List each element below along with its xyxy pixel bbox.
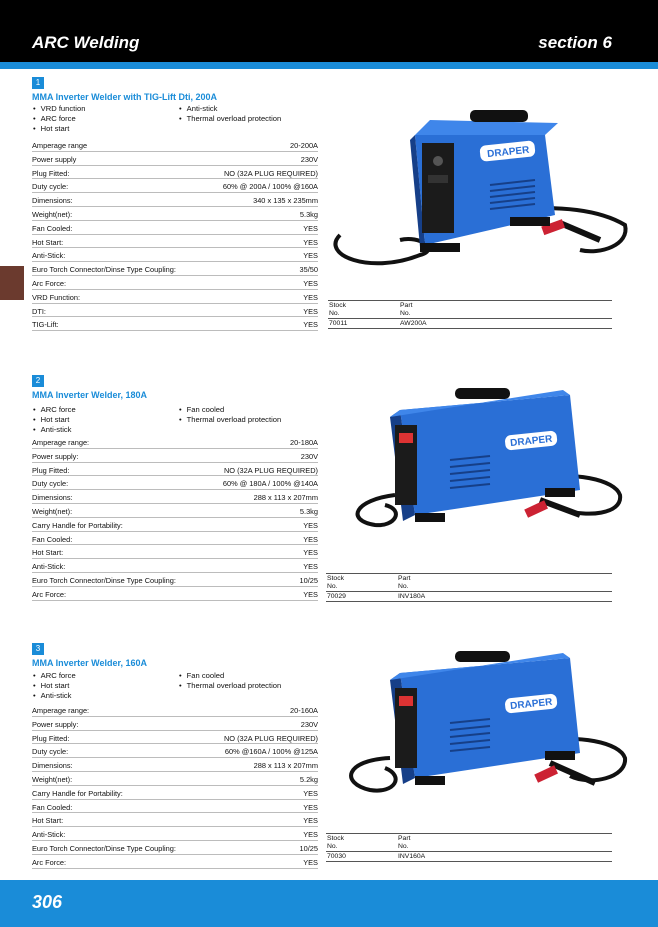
stock-table-row <box>326 852 612 862</box>
spec-row <box>32 152 318 166</box>
feature-item: • ARC force <box>32 405 76 415</box>
part-number: AW200A <box>400 320 427 327</box>
page-title: ARC Welding <box>32 33 140 52</box>
spec-value: YES <box>303 320 318 330</box>
spec-value: 60% @ 180A / 100% @140A <box>222 479 318 489</box>
spec-label: Hot Start: <box>32 548 64 558</box>
product-number-badge: 1 <box>32 77 44 89</box>
feature-item: • Hot start <box>32 124 69 134</box>
stock-table-row <box>326 592 612 602</box>
spec-label: Power supply: <box>32 451 79 461</box>
spec-row <box>32 235 318 249</box>
brand-logo: DRAPER <box>509 433 553 450</box>
stock-table <box>326 573 612 602</box>
stock-number: 70029 <box>327 593 346 600</box>
spec-value: YES <box>303 292 318 302</box>
feature-item: • ARC force <box>32 671 76 681</box>
spec-label: Dimensions: <box>32 196 73 206</box>
spec-value: YES <box>303 788 318 798</box>
spec-row <box>32 463 318 477</box>
spec-row <box>32 813 318 827</box>
spec-value: 230V <box>300 719 318 729</box>
spec-row <box>32 317 318 331</box>
product-image <box>335 648 630 813</box>
spec-label: Dimensions: <box>32 761 73 771</box>
spec-value: NO (32A PLUG REQUIRED) <box>223 733 318 743</box>
spec-row <box>32 827 318 841</box>
feature-item: • Anti-stick <box>32 425 71 435</box>
spec-table <box>32 435 318 601</box>
spec-label: Power supply: <box>32 719 79 729</box>
spec-row <box>32 800 318 814</box>
header-bar <box>0 0 658 62</box>
spec-label: Plug Fitted: <box>32 465 70 475</box>
spec-label: Anti-Stick: <box>32 830 66 840</box>
spec-value: YES <box>303 534 318 544</box>
spec-value: YES <box>303 306 318 316</box>
product-image <box>330 105 635 295</box>
feature-item: • Fan cooled <box>178 405 224 415</box>
spec-value: YES <box>303 589 318 599</box>
spec-row <box>32 744 318 758</box>
spec-label: Arc Force: <box>32 857 67 867</box>
stock-table-header <box>326 833 612 852</box>
spec-value: YES <box>303 802 318 812</box>
spec-row <box>32 304 318 318</box>
spec-label: Arc Force: <box>32 589 67 599</box>
spec-value: YES <box>303 562 318 572</box>
spec-value: YES <box>303 857 318 867</box>
spec-row <box>32 449 318 463</box>
spec-value: YES <box>303 251 318 261</box>
feature-item: • Hot start <box>32 681 69 691</box>
feature-item: • Thermal overload protection <box>178 681 281 691</box>
spec-value: NO (32A PLUG REQUIRED) <box>223 465 318 475</box>
spec-label: Fan Cooled: <box>32 223 73 233</box>
spec-value: YES <box>303 278 318 288</box>
spec-value: 5.2kg <box>299 774 318 784</box>
spec-label: Weight(net): <box>32 209 73 219</box>
spec-label: VRD Function: <box>32 292 81 302</box>
stock-table-row <box>328 319 612 329</box>
spec-row <box>32 435 318 449</box>
spec-label: Plug Fitted: <box>32 733 70 743</box>
spec-value: 60% @160A / 100% @125A <box>224 747 318 757</box>
part-number: INV180A <box>398 593 426 600</box>
spec-row <box>32 855 318 869</box>
feature-item: • ARC force <box>32 114 76 124</box>
spec-label: Carry Handle for Portability: <box>32 788 123 798</box>
spec-row <box>32 532 318 546</box>
spec-label: Amperage range: <box>32 706 90 715</box>
header-accent-rule <box>0 62 658 69</box>
spec-table <box>32 703 318 869</box>
spec-label: Anti-Stick: <box>32 562 66 572</box>
spec-value: NO (32A PLUG REQUIRED) <box>223 168 318 178</box>
feature-item: • Fan cooled <box>178 671 224 681</box>
spec-value: 20-180A <box>290 438 318 447</box>
spec-label: Euro Torch Connector/Dinse Type Coupling: <box>32 265 176 275</box>
spec-value: 288 x 113 x 207mm <box>253 761 318 771</box>
spec-row <box>32 504 318 518</box>
spec-row <box>32 276 318 290</box>
product-image <box>335 385 630 550</box>
spec-value: 20-160A <box>290 706 318 715</box>
stock-number: 70030 <box>327 853 346 860</box>
spec-label: Weight(net): <box>32 774 73 784</box>
spec-label: Arc Force: <box>32 278 67 288</box>
product-title: MMA Inverter Welder, 160A <box>32 658 148 668</box>
spec-label: Euro Torch Connector/Dinse Type Coupling: <box>32 575 176 585</box>
spec-label: Fan Cooled: <box>32 534 73 544</box>
stock-table <box>328 300 612 329</box>
stock-table-header <box>326 573 612 592</box>
spec-value: 20-200A <box>290 141 318 150</box>
spec-row <box>32 248 318 262</box>
spec-label: Amperage range: <box>32 438 90 447</box>
spec-row <box>32 138 318 152</box>
feature-item: • Hot start <box>32 415 69 425</box>
spec-row <box>32 573 318 587</box>
section-side-tab <box>0 266 24 300</box>
spec-row <box>32 476 318 490</box>
spec-label: Weight(net): <box>32 506 73 516</box>
spec-label: Power supply <box>32 154 77 164</box>
spec-value: 10/25 <box>299 843 318 853</box>
spec-label: Hot Start: <box>32 237 64 247</box>
part-no-header: Part No. <box>398 835 411 850</box>
section-label: section 6 <box>538 33 612 52</box>
spec-label: Fan Cooled: <box>32 802 73 812</box>
stock-table <box>326 833 612 862</box>
product-title: MMA Inverter Welder, 180A <box>32 390 148 400</box>
part-no-header: Part No. <box>400 302 413 317</box>
spec-row <box>32 545 318 559</box>
part-number: INV160A <box>398 853 426 860</box>
spec-value: 60% @ 200A / 100% @160A <box>222 182 318 192</box>
product-number-badge: 3 <box>32 643 44 655</box>
spec-row <box>32 262 318 276</box>
product-number-badge: 2 <box>32 375 44 387</box>
feature-item: • Anti-stick <box>32 691 71 701</box>
spec-label: Amperage range <box>32 141 88 150</box>
spec-label: Duty cycle: <box>32 479 69 489</box>
spec-row <box>32 841 318 855</box>
spec-value: 10/25 <box>299 575 318 585</box>
spec-value: YES <box>303 223 318 233</box>
stock-no-header: Stock No. <box>329 302 346 317</box>
spec-row <box>32 207 318 221</box>
page-number: 306 <box>32 892 63 912</box>
spec-label: Duty cycle: <box>32 747 69 757</box>
spec-value: YES <box>303 830 318 840</box>
spec-label: Plug Fitted: <box>32 168 70 178</box>
spec-row <box>32 703 318 717</box>
product-title: MMA Inverter Welder with TIG-Lift Dti, 200A <box>32 92 218 102</box>
stock-number: 70011 <box>329 320 348 327</box>
spec-row <box>32 559 318 573</box>
spec-value: 5.3kg <box>299 209 318 219</box>
spec-value: YES <box>303 816 318 826</box>
spec-label: Hot Start: <box>32 816 64 826</box>
spec-row <box>32 221 318 235</box>
stock-no-header: Stock No. <box>327 835 344 850</box>
spec-label: Dimensions: <box>32 493 73 503</box>
footer-bar <box>0 880 658 927</box>
spec-value: YES <box>303 520 318 530</box>
spec-row <box>32 490 318 504</box>
feature-item: • Thermal overload protection <box>178 114 281 124</box>
spec-label: DTI: <box>32 306 46 316</box>
spec-value: YES <box>303 548 318 558</box>
spec-row <box>32 290 318 304</box>
spec-row <box>32 758 318 772</box>
spec-value: 288 x 113 x 207mm <box>253 493 318 503</box>
part-no-header: Part No. <box>398 575 411 590</box>
brand-logo: DRAPER <box>486 144 530 161</box>
spec-value: 230V <box>300 451 318 461</box>
brand-logo: DRAPER <box>509 696 553 713</box>
spec-row <box>32 772 318 786</box>
stock-table-header <box>328 300 612 319</box>
spec-value: YES <box>303 237 318 247</box>
feature-item: • Thermal overload protection <box>178 415 281 425</box>
spec-value: 5.3kg <box>299 506 318 516</box>
spec-value: 230V <box>300 154 318 164</box>
spec-value: 340 x 135 x 235mm <box>253 196 318 206</box>
feature-item: • VRD function <box>32 104 85 114</box>
spec-row <box>32 717 318 731</box>
spec-value: 35/50 <box>299 265 318 275</box>
spec-row <box>32 786 318 800</box>
spec-row <box>32 731 318 745</box>
spec-label: Euro Torch Connector/Dinse Type Coupling: <box>32 843 176 853</box>
spec-row <box>32 179 318 193</box>
spec-row <box>32 193 318 207</box>
spec-table <box>32 138 318 331</box>
spec-row <box>32 166 318 180</box>
spec-label: Duty cycle: <box>32 182 69 192</box>
stock-no-header: Stock No. <box>327 575 344 590</box>
spec-label: Carry Handle for Portability: <box>32 520 123 530</box>
spec-row <box>32 518 318 532</box>
feature-item: • Anti-stick <box>178 104 217 114</box>
spec-label: TIG-Lift: <box>32 320 59 330</box>
spec-label: Anti-Stick: <box>32 251 66 261</box>
spec-row <box>32 587 318 601</box>
